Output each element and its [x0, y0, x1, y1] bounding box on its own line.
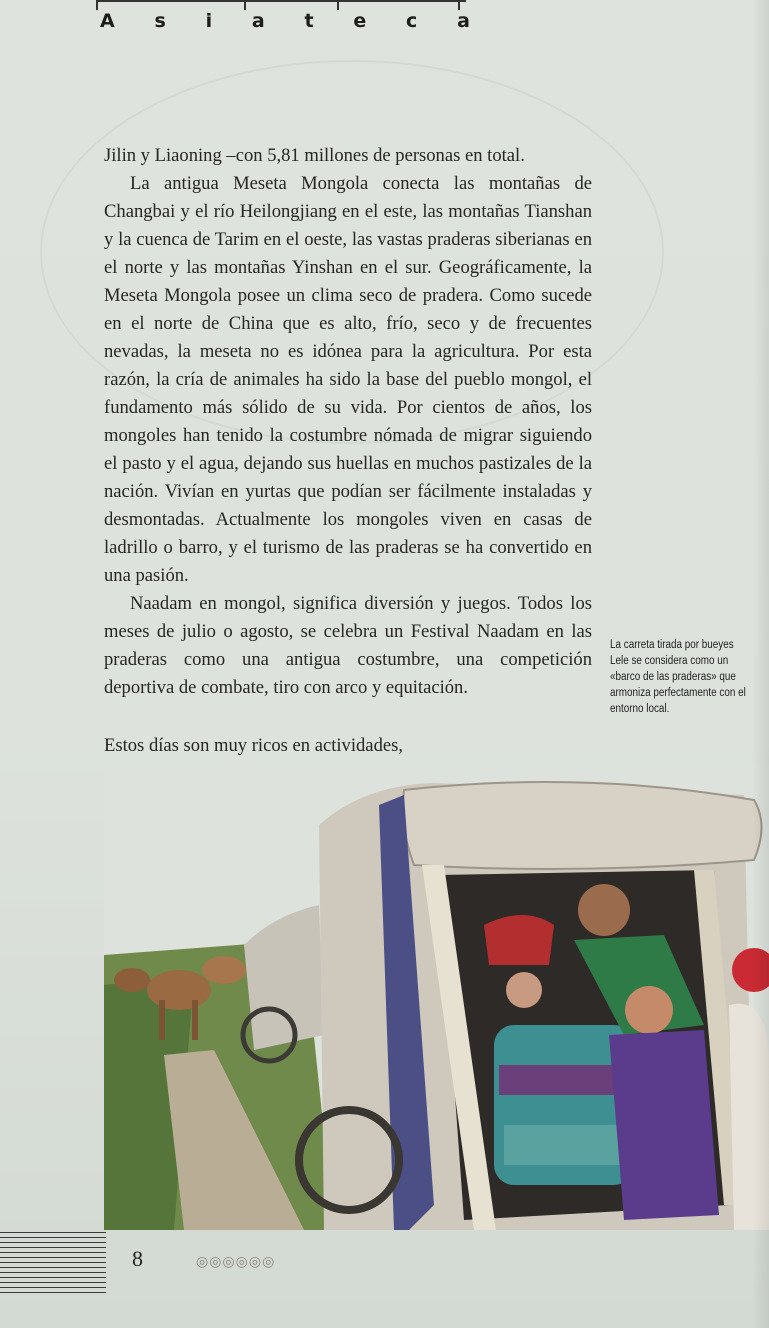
footer-rules: [0, 1232, 106, 1294]
running-header: [0, 0, 769, 48]
paragraph: Naadam en mongol, significa diversión y juegos. Todos los meses de julio o agosto, se celebra un Festival Naadam en las praderas como una antigua costumbre, una competición deportiva de combate, tiro con arco y equitación.: [104, 593, 592, 698]
header-letter: A: [100, 10, 115, 32]
body-text: [104, 142, 592, 702]
header-letter: e: [353, 10, 367, 32]
header-rule: [96, 0, 466, 2]
caption-line: «barco de las praderas» que: [610, 671, 736, 683]
caption-line: entorno local.: [610, 703, 670, 715]
header-letter: a: [251, 10, 265, 32]
caption-line: armoniza perfectamente con el: [610, 687, 746, 699]
caption-line: Lele se considera como un: [610, 655, 729, 667]
text-line: Estos días son muy ricos en actividades,: [104, 735, 403, 756]
page-edge-shadow: [752, 0, 769, 1328]
header-title: [100, 10, 470, 32]
header-letter: c: [406, 10, 418, 32]
page-number: 8: [132, 1246, 143, 1271]
photo-caption: [610, 637, 761, 717]
paragraph: La antigua Meseta Mongola conecta las montañas de Changbai y el río Heilongjiang en el este, las montañas Tianshan y la cuenca de Tarim en el oeste, las vastas praderas siberianas en el norte y las montañas Yinshan en el sur. Geográficamente, la Meseta Mongola posee un clima seco de pradera. Como sucede en el norte de China que es alto, frío, seco y de frecuentes nevadas, la meseta no es idónea para la agricultura. Por esta razón, la cría de animales ha sido la base del pueblo mongol, el fundamento más sólido de su vida. Por cientos de años, los mongoles han tenido la costumbre nómada de migrar siguiendo el pasto y el agua, dejando sus huellas en muchos pastizales de la nación. Vivían en yurtas que podían ser fácilmente instaladas y desmontadas. Actualmente los mongoles viven en casas de ladrillo o barro, y el turismo de las praderas se ha convertido en una pasión.: [104, 173, 592, 586]
header-letter: a: [457, 10, 470, 32]
ox-cart-photo: [104, 765, 769, 1230]
footer-ornament: ◎◎◎◎◎◎: [196, 1255, 276, 1270]
paragraph: Jilin y Liaoning –con 5,81 millones de personas en total.: [104, 145, 525, 166]
header-letter: s: [154, 10, 166, 32]
header-letter: t: [304, 10, 314, 32]
header-letter: i: [205, 10, 213, 32]
ox-cart-illustration: [104, 765, 769, 1230]
caption-line: La carreta tirada por bueyes: [610, 639, 734, 651]
